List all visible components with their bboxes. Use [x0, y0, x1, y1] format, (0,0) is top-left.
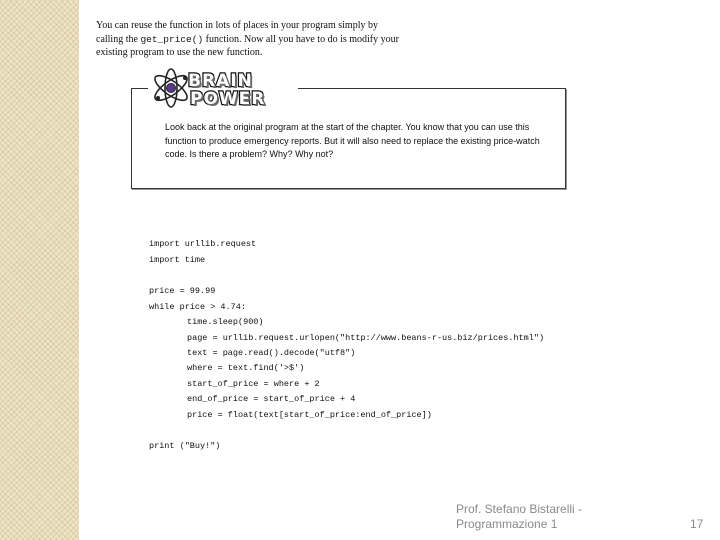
code-line: page = urllib.request.urlopen("http://www.beans-r-us.biz/prices.html") [187, 333, 545, 343]
code-line: while price > 4.74: [149, 302, 246, 312]
slide-footer [456, 502, 582, 532]
brain-power-logo [188, 72, 265, 108]
code-line: print ("Buy!") [149, 441, 221, 451]
intro-text-end: function. Now all you have to do is modify your existing program to use the new function. [96, 33, 399, 58]
footer-course: Programmazione 1 [456, 517, 558, 531]
intro-text-start: You can reuse the function in lots of places in your program simply by calling the [96, 20, 378, 45]
footer-author: Prof. Stefano Bistarelli - [456, 502, 583, 516]
decorative-side-strip [0, 0, 79, 540]
atom-icon [150, 66, 192, 110]
intro-paragraph [96, 19, 406, 60]
brain-power-logo-line2: POWER [190, 89, 266, 109]
brain-power-question: Look back at the original program at the start of the chapter. You know that you can use this function to produce emergency reports. But it will also need to replace the existing price-watch code. Is there a problem? Why? Why not? [165, 122, 540, 159]
code-line: text = page.read().decode("utf8") [187, 348, 356, 358]
brain-power-logo-line1: BRAIN [188, 71, 253, 91]
page-number: 17 [690, 517, 704, 531]
code-line: start_of_price = where + 2 [187, 379, 320, 389]
code-line: where = text.find('>$') [187, 363, 305, 373]
code-line: price = float(text[start_of_price:end_of_price]) [187, 410, 432, 420]
code-line: import urllib.request [149, 239, 257, 249]
code-line: import time [149, 255, 206, 265]
code-line: price = 99.99 [149, 286, 216, 296]
intro-inline-code: get_price() [140, 33, 204, 45]
code-line: time.sleep(900) [187, 317, 264, 327]
code-line: end_of_price = start_of_price + 4 [187, 394, 356, 404]
